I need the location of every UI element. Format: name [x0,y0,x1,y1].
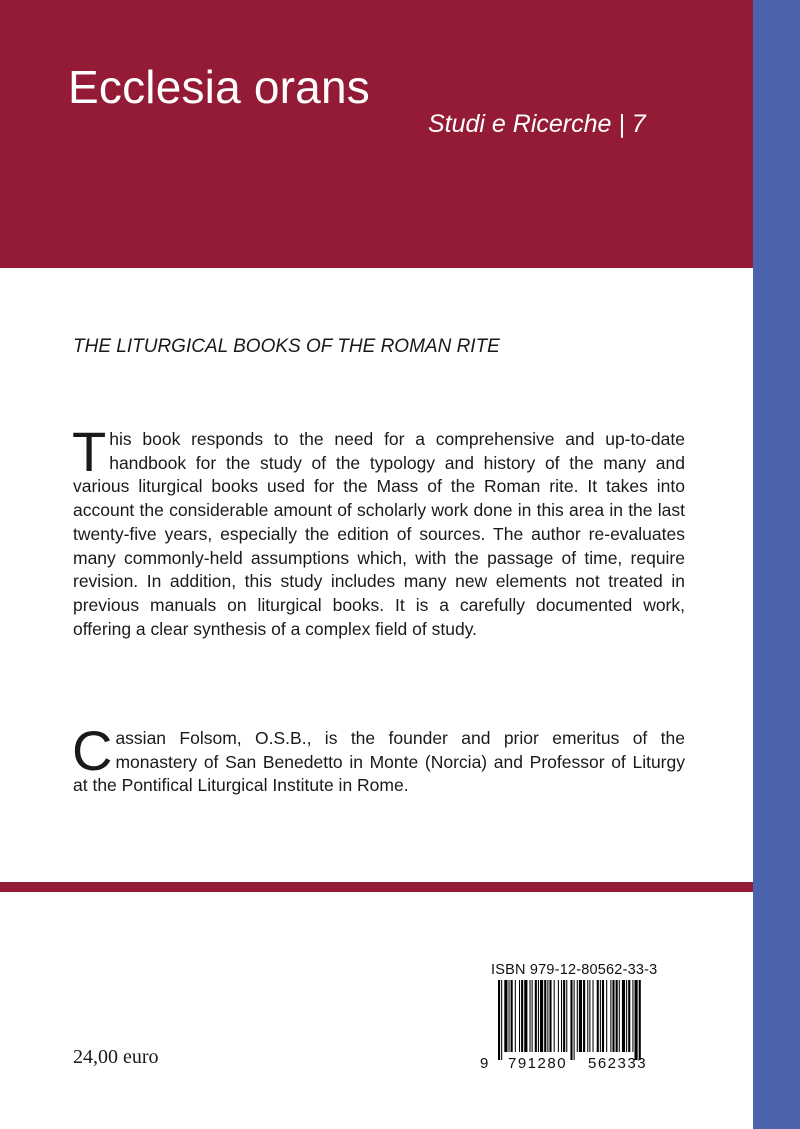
barcode-bar [577,980,578,1052]
barcode-digits-right: 562333 [588,1055,648,1072]
barcode-bar [547,980,548,1052]
barcode-bar [574,980,575,1060]
barcode-bar [515,980,516,1052]
header-band [0,0,753,268]
barcode-bar [616,980,618,1052]
barcode-bar [597,980,599,1052]
divider-rule [0,882,753,892]
barcode-bar [509,980,510,1052]
barcode-bar [535,980,537,1052]
barcode-bar [521,980,523,1052]
barcode-bar [593,980,594,1052]
barcode-bar [619,980,620,1052]
barcode-bar [602,980,604,1052]
barcode-bar [549,980,551,1052]
barcode-bar [563,980,565,1052]
barcode-bar [589,980,590,1052]
barcode-digits-left: 791280 [508,1055,568,1072]
series-title: Ecclesia orans [68,61,370,113]
barcode-bar [566,980,567,1052]
barcode-bar [583,980,585,1052]
barcode-bar [626,980,627,1052]
barcode [480,980,680,1060]
author-text: assian Folsom, O.S.B., is the founder and prior emeritus of the monastery of San Benedetto in Monte (Norcia) and Professor of Liturgy at the Pontifical Liturgical Institute in Rome. [73,728,685,796]
barcode-bar [587,980,588,1052]
barcode-bar [501,980,502,1060]
barcode-bar [606,980,607,1052]
barcode-bar [635,980,638,1060]
barcode-bar [498,980,500,1060]
isbn-label: ISBN 979-12-80562-33-3 [491,962,658,978]
barcode-bar [561,980,562,1052]
barcode-bar [612,980,614,1052]
barcode-bar [524,980,527,1052]
author-dropcap: C [72,719,113,782]
barcode-bar [530,980,531,1052]
author-bio [72,719,685,798]
barcode-bar [504,980,507,1052]
barcode-bar [570,980,572,1060]
barcode-bar [540,980,543,1052]
spine-band [753,0,800,1129]
barcode-bar [632,980,633,1052]
barcode-bar [544,980,546,1052]
barcode-bar [532,980,533,1052]
barcode-bar [639,980,641,1060]
barcode-digit-first: 9 [480,1055,489,1072]
barcode-bar [628,980,630,1052]
barcode-bar [610,980,611,1052]
description-dropcap: T [72,420,107,483]
series-subtitle: Studi e Ricerche | 7 [428,110,646,138]
barcode-bar [622,980,625,1052]
barcode-bar [600,980,601,1052]
barcode-bar [579,980,582,1052]
barcode-bar [554,980,555,1052]
book-description [72,420,685,641]
barcode-digits [480,1055,680,1077]
barcode-bar [511,980,513,1052]
book-title: THE LITURGICAL BOOKS OF THE ROMAN RITE [73,336,500,357]
description-text: his book responds to the need for a comprehensive and up-to-date handbook for the study of the typology and history of the many and various liturgical books used for the Mass of the Roman rite. It takes into account the considerable amount of scholarly work done in this area in the last twenty-five years, especially the edition of sources. The author re-evaluates many commonly-held assumptions which, with the passage of time, require revision. In addition, this study includes many new elements not treated in previous manuals on liturgical books. It is a carefully documented work, offering a clear synthesis of a complex field of study. [73,429,685,639]
barcode-bar [519,980,520,1052]
barcode-bar [558,980,559,1052]
barcode-bar [538,980,539,1052]
price: 24,00 euro [73,1046,159,1068]
